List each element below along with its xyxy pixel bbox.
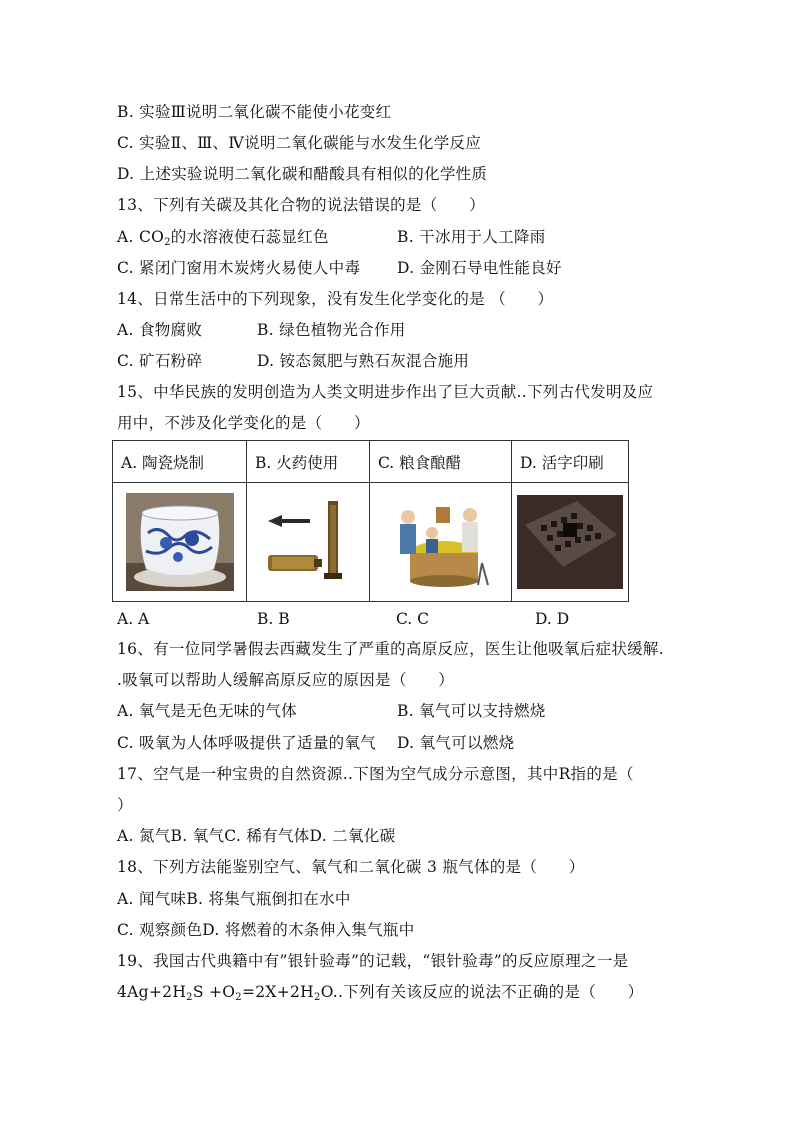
q15-header-c: C. 粮食酿醋 (370, 441, 512, 483)
question-18: 18、下列方法能鉴别空气、氧气和二氧化碳 3 瓶气体的是（ ） (117, 858, 585, 876)
question-15-line2: 用中，不涉及化学变化的是（ ） (117, 414, 370, 432)
porcelain-jar-image (126, 493, 234, 591)
q15-answer-b: B. B (257, 610, 290, 628)
question-16-line2: .吸氧可以帮助人缓解高原反应的原因是（ ） (117, 671, 455, 689)
q18-options-ab: A. 闻气味B. 将集气瓶倒扣在水中 (117, 890, 351, 908)
q12-option-c: C. 实验Ⅱ、Ⅲ、Ⅳ说明二氧化碳能与水发生化学反应 (117, 134, 482, 152)
q15-header-d: D. 活字印刷 (512, 441, 629, 483)
question-14: 14、日常生活中的下列现象，没有发生化学变化的是 （ ） (117, 290, 554, 308)
q12-option-b: B. 实验Ⅲ说明二氧化碳不能使小花变红 (117, 103, 392, 121)
movable-type-image (517, 495, 623, 589)
q15-answer-d: D. D (535, 610, 570, 628)
q16-options-cd (117, 733, 515, 753)
q16-option-d: D. 氧气可以燃烧 (397, 734, 515, 752)
equation-sub-3: 2 (314, 992, 321, 1003)
q13-option-a: A. $CO_2$的水溶液使石蕊显红色 (117, 228, 329, 248)
q15-header-a: A. 陶瓷烧制 (113, 441, 247, 483)
q15-answer-c: C. C (396, 610, 430, 628)
question-16-line1: 16、有一位同学暑假去西藏发生了严重的高原反应，医生让他吸氧后症状缓解. (117, 640, 664, 658)
equation-part-3: =2X+2H (241, 983, 315, 1001)
q16-option-c: C. 吸氧为人体呼吸提供了适量的氧气 (117, 734, 377, 752)
q14-option-a: A. 食物腐败 (117, 321, 203, 339)
q13-option-d: D. 金刚石导电性能良好 (397, 259, 562, 277)
q15-options-table (112, 440, 629, 602)
question-13: 13、下列有关碳及其化合物的说法错误的是（ ） (117, 196, 485, 214)
q13-option-b: B. 干冰用于人工降雨 (397, 228, 546, 246)
q17-options: A. 氮气B. 氧气C. 稀有气体D. 二氧化碳 (117, 827, 396, 845)
q12-option-d: D. 上述实验说明二氧化碳和醋酸具有相似的化学性质 (117, 165, 488, 183)
equation-part-1: 4Ag+2H (117, 983, 187, 1001)
q14-option-b: B. 绿色植物光合作用 (257, 321, 406, 339)
equation-part-4: O..下列有关该反应的说法不正确的是（ ） (320, 983, 644, 1001)
equation-sub-1: 2 (186, 992, 193, 1003)
question-15-line1: 15、中华民族的发明创造为人类文明进步作出了巨大贡献..下列古代发明及应 (117, 383, 654, 401)
question-19-line1: 19、我国古代典籍中有”银针验毒”的记载，“银针验毒”的反应原理之一是 (117, 952, 629, 970)
equation-part-2: S +O (192, 983, 236, 1001)
q16-option-b: B. 氧气可以支持燃烧 (397, 702, 546, 720)
q15-header-b: B. 火药使用 (247, 441, 370, 483)
q14-option-c: C. 矿石粉碎 (117, 352, 203, 370)
q15-table-header-row (113, 441, 629, 483)
q14-options-ab (117, 320, 406, 340)
q13-option-c: C. 紧闭门窗用木炭烤火易使人中毒 (117, 259, 361, 277)
q14-options-cd (117, 351, 470, 371)
q15-image-cell-c (370, 483, 512, 602)
q15-image-cell-d (512, 483, 629, 602)
q15-table-image-row (113, 483, 629, 602)
q16-option-a: A. 氧气是无色无味的气体 (117, 702, 297, 720)
question-17-line1: 17、空气是一种宝贵的自然资源..下图为空气成分示意图，其中R指的是（ (117, 765, 634, 783)
q13-options-cd (117, 258, 562, 278)
vinegar-brewing-image (386, 493, 496, 591)
q13-options-ab (117, 227, 546, 248)
question-17-line2: ） (117, 796, 133, 814)
q18-options-cd: C. 观察颜色D. 将燃着的木条伸入集气瓶中 (117, 921, 415, 939)
gunpowder-weapons-image (258, 493, 358, 591)
q15-image-cell-b (247, 483, 370, 602)
question-19-line2 (117, 982, 643, 1002)
equation-sub-2: 2 (235, 992, 242, 1003)
q15-answer-a: A. A (117, 610, 150, 628)
q14-option-d: D. 铵态氮肥与熟石灰混合施用 (257, 352, 470, 370)
q16-options-ab (117, 701, 546, 721)
q15-image-cell-a (113, 483, 247, 602)
